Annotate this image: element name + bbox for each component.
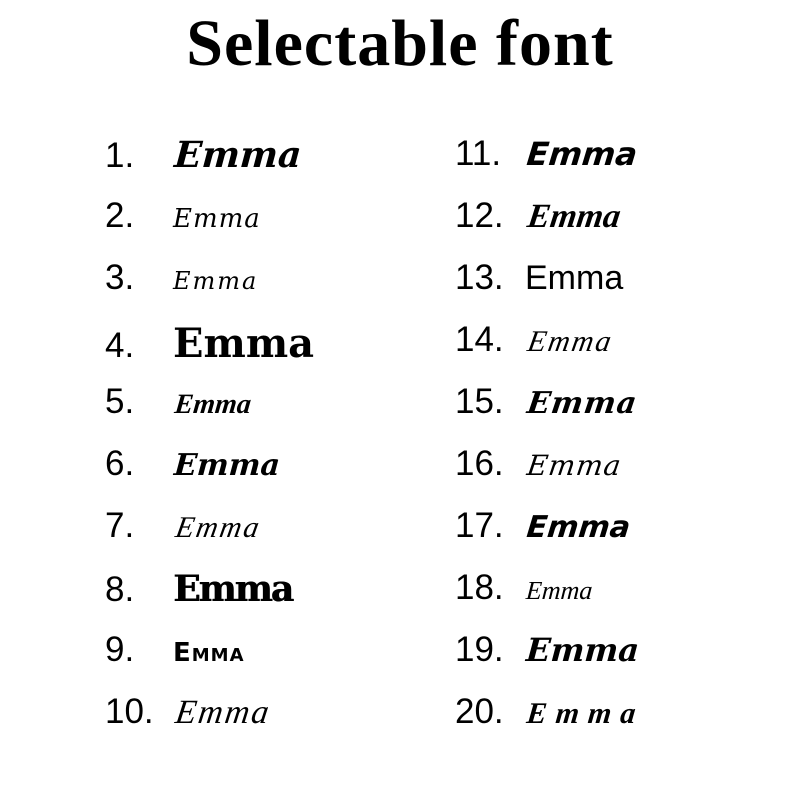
font-sample-text: Emma [525, 386, 640, 421]
font-option-8[interactable] [105, 568, 455, 630]
font-sample-text: Emma [525, 449, 624, 482]
font-option-number: 15. [455, 382, 504, 421]
font-sample-text: Emma [525, 576, 594, 605]
font-option-9[interactable] [105, 630, 455, 692]
font-option-13[interactable] [455, 258, 760, 320]
font-sample-text: Emma [173, 511, 264, 544]
font-option-16[interactable] [455, 444, 760, 506]
font-sample-text: Emma [173, 320, 315, 367]
font-option-number: 8. [105, 570, 135, 609]
font-sample-text: Emma [525, 631, 641, 669]
font-option-number: 11. [455, 134, 502, 173]
font-option-number: 10. [105, 692, 154, 731]
font-sample-text: Emma [173, 267, 259, 295]
font-option-number: 12. [455, 196, 504, 235]
font-option-number: 7. [105, 506, 135, 545]
font-option-number: 16. [455, 444, 504, 483]
font-option-1[interactable] [105, 134, 455, 196]
font-option-17[interactable] [455, 506, 760, 568]
font-option-number: 18. [455, 568, 504, 607]
font-sample-text: Emma [173, 134, 303, 176]
font-sample-text: Emma [525, 135, 640, 173]
page-title: Selectable font [186, 7, 614, 80]
font-sample-text: Emma [525, 198, 623, 235]
font-list [0, 134, 800, 754]
font-list-column-left [105, 134, 455, 754]
font-sample-text: Emma [173, 204, 261, 234]
font-option-4[interactable] [105, 320, 455, 382]
font-option-7[interactable] [105, 506, 455, 568]
font-sample-text: Emma [525, 510, 632, 545]
font-sample-text: Emma [173, 389, 253, 420]
font-option-14[interactable] [455, 320, 760, 382]
font-option-19[interactable] [455, 630, 760, 692]
font-option-number: 3. [105, 258, 135, 297]
font-option-15[interactable] [455, 382, 760, 444]
font-option-5[interactable] [105, 382, 455, 444]
font-sample-text: Emma [173, 568, 292, 610]
font-option-2[interactable] [105, 196, 455, 258]
font-option-18[interactable] [455, 568, 760, 630]
font-option-number: 20. [455, 692, 504, 731]
font-option-number: 6. [105, 444, 135, 483]
font-option-number: 19. [455, 630, 504, 669]
font-option-11[interactable] [455, 134, 760, 196]
font-option-6[interactable] [105, 444, 455, 506]
font-list-column-right [455, 134, 760, 754]
font-sample-text: Emma [525, 259, 624, 297]
font-option-12[interactable] [455, 196, 760, 258]
font-option-number: 1. [105, 136, 135, 175]
font-option-number: 9. [105, 630, 135, 669]
font-option-20[interactable] [455, 692, 760, 754]
font-sample-text: Emma [173, 448, 282, 483]
font-sample-text: Emma [525, 325, 616, 358]
font-option-3[interactable] [105, 258, 455, 320]
font-option-number: 17. [455, 506, 504, 545]
font-option-number: 2. [105, 196, 135, 235]
font-option-10[interactable] [105, 692, 455, 754]
font-sample-text: Emma [173, 638, 245, 668]
font-option-number: 4. [105, 326, 135, 365]
font-option-number: 14. [455, 320, 504, 359]
font-sample-text: Emma [173, 694, 274, 731]
font-option-number: 5. [105, 382, 135, 421]
font-option-number: 13. [455, 258, 504, 297]
font-sample-text: Emma [525, 697, 647, 730]
